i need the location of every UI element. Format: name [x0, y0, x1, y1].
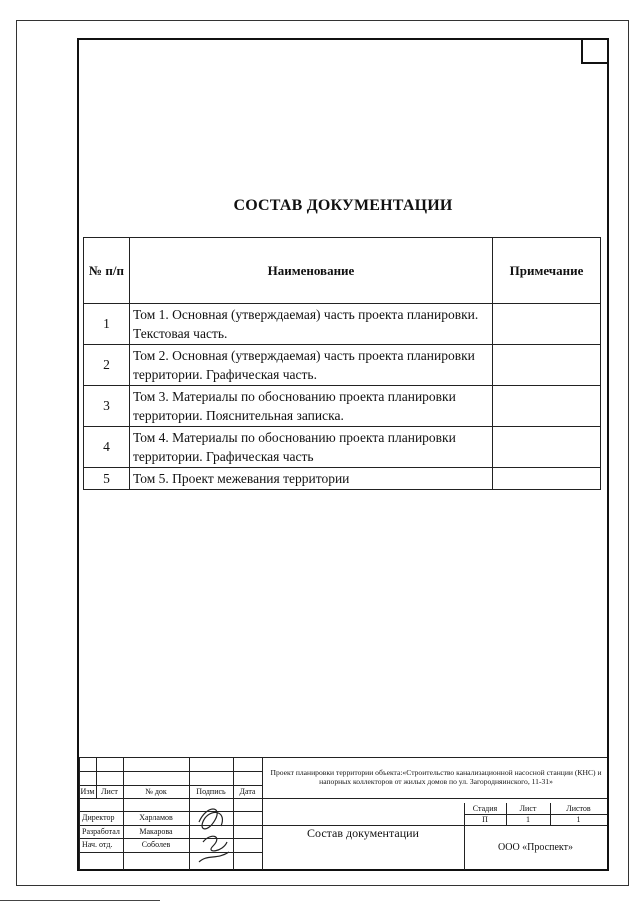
stage-label: Стадия	[472, 803, 498, 813]
sheets-label: Листов	[566, 803, 591, 813]
sheet-title: Состав документации	[307, 826, 419, 841]
col-date-label: Дата	[239, 786, 256, 796]
row-num: 5	[84, 468, 130, 490]
role-label: Нач. отд.	[82, 840, 113, 850]
row-name: Том 3. Материалы по обоснованию проекта планировки территории. Пояснительная записка.	[130, 386, 493, 427]
table-row	[84, 427, 601, 468]
stage-value: П	[482, 814, 488, 824]
header-name: Наименование	[130, 238, 493, 304]
row-num: 3	[84, 386, 130, 427]
table-row	[84, 304, 601, 345]
project-description: Проект планировки территории объекта:«Строительство канализационной насосной станции (КНС) и напорных коллекторов от жилых домов по ул. Загородняинского, 11-31»	[270, 768, 602, 786]
role-name: Харламов	[139, 813, 173, 823]
col-doc-no-label: № док	[145, 786, 167, 796]
company-name: ООО «Проспект»	[498, 841, 573, 853]
row-note	[493, 386, 601, 427]
row-name: Том 2. Основная (утверждаемая) часть проекта планировки территории. Графическая часть.	[130, 345, 493, 386]
role-name: Макарова	[139, 826, 173, 836]
row-name: Том 5. Проект межевания территории	[130, 468, 493, 490]
sheet-label: Лист	[519, 803, 537, 813]
sheet-value: 1	[526, 814, 530, 824]
table-row	[84, 468, 601, 490]
page-number-box	[581, 38, 609, 64]
row-num: 4	[84, 427, 130, 468]
row-num: 1	[84, 304, 130, 345]
col-izm-label: Изм	[80, 786, 95, 796]
row-note	[493, 304, 601, 345]
row-note	[493, 345, 601, 386]
row-note	[493, 427, 601, 468]
table-header-row	[84, 238, 601, 304]
header-num: № п/п	[84, 238, 130, 304]
composition-table	[83, 237, 601, 490]
title-block	[79, 757, 607, 869]
role-label: Разработал	[82, 826, 120, 836]
footnote-divider	[0, 900, 160, 901]
sheets-value: 1	[576, 814, 581, 824]
drawing-frame	[77, 38, 609, 871]
header-note: Примечание	[493, 238, 601, 304]
row-name: Том 1. Основная (утверждаемая) часть проекта планировки. Текстовая часть.	[130, 304, 493, 345]
row-num: 2	[84, 345, 130, 386]
row-note	[493, 468, 601, 490]
col-list-label: Лист	[101, 786, 118, 796]
signature-mark	[193, 802, 233, 868]
table-row	[84, 386, 601, 427]
role-label: Директор	[82, 813, 115, 823]
document-title: СОСТАВ ДОКУМЕНТАЦИИ	[233, 197, 453, 214]
table-row	[84, 345, 601, 386]
role-name: Соболев	[141, 840, 171, 850]
col-signature-label: Подпись	[196, 786, 226, 796]
row-name: Том 4. Материалы по обоснованию проекта планировки территории. Графическая часть	[130, 427, 493, 468]
